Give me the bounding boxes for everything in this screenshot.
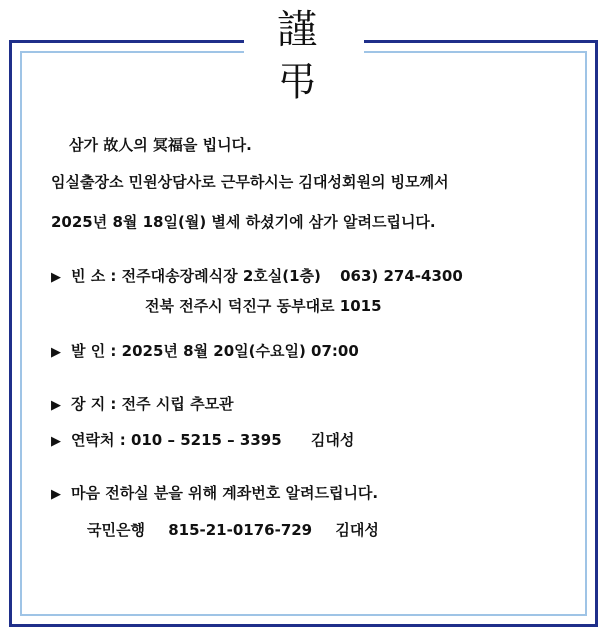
contact-phone: 010 – 5215 – 3395 bbox=[130, 431, 282, 449]
account-heading: 마음 전하실 분을 위해 계좌번호 알려드립니다. bbox=[71, 484, 379, 502]
jangji-label: 장 지 : bbox=[71, 395, 117, 413]
announcement-line-2: 2025년 8월 18일(월) 별세 하셨기에 삼가 알려드립니다. bbox=[51, 213, 436, 231]
triangle-bullet-icon: ▶ bbox=[51, 434, 61, 449]
binso-phone: 063) 274-4300 bbox=[340, 267, 463, 285]
binso-value: 전주대송장례식장 2호실(1층) bbox=[121, 267, 321, 285]
binso-address: 전북 전주시 덕진구 동부대로 1015 bbox=[145, 297, 382, 315]
account-holder: 김대성 bbox=[335, 521, 379, 539]
triangle-bullet-icon: ▶ bbox=[51, 345, 61, 360]
account-bank: 국민은행 bbox=[87, 521, 145, 539]
account-number: 815-21-0176-729 bbox=[168, 521, 313, 539]
balin-label: 발 인 : bbox=[71, 342, 117, 360]
condolence-intro: 삼가 故人의 冥福을 빕니다. bbox=[69, 136, 252, 154]
contact-name: 김대성 bbox=[310, 431, 355, 449]
binso-label: 빈 소 : bbox=[71, 267, 117, 285]
balin-value: 2025년 8월 20일(수요일) 07:00 bbox=[121, 342, 359, 360]
triangle-bullet-icon: ▶ bbox=[51, 487, 61, 502]
jangji-value: 전주 시립 추모관 bbox=[121, 395, 234, 413]
binso-row bbox=[51, 265, 463, 289]
contact-label: 연락처 : bbox=[71, 431, 126, 449]
announcement-line-1: 임실출장소 민원상담사로 근무하시는 김대성회원의 빙모께서 bbox=[51, 173, 449, 191]
page-title: 謹 弔 bbox=[277, 7, 331, 105]
contact-row bbox=[51, 429, 354, 453]
triangle-bullet-icon: ▶ bbox=[51, 398, 61, 413]
account-heading-row bbox=[51, 482, 378, 506]
balin-row bbox=[51, 340, 359, 364]
jangji-row bbox=[51, 393, 234, 417]
triangle-bullet-icon: ▶ bbox=[51, 270, 61, 285]
account-row bbox=[87, 519, 379, 541]
